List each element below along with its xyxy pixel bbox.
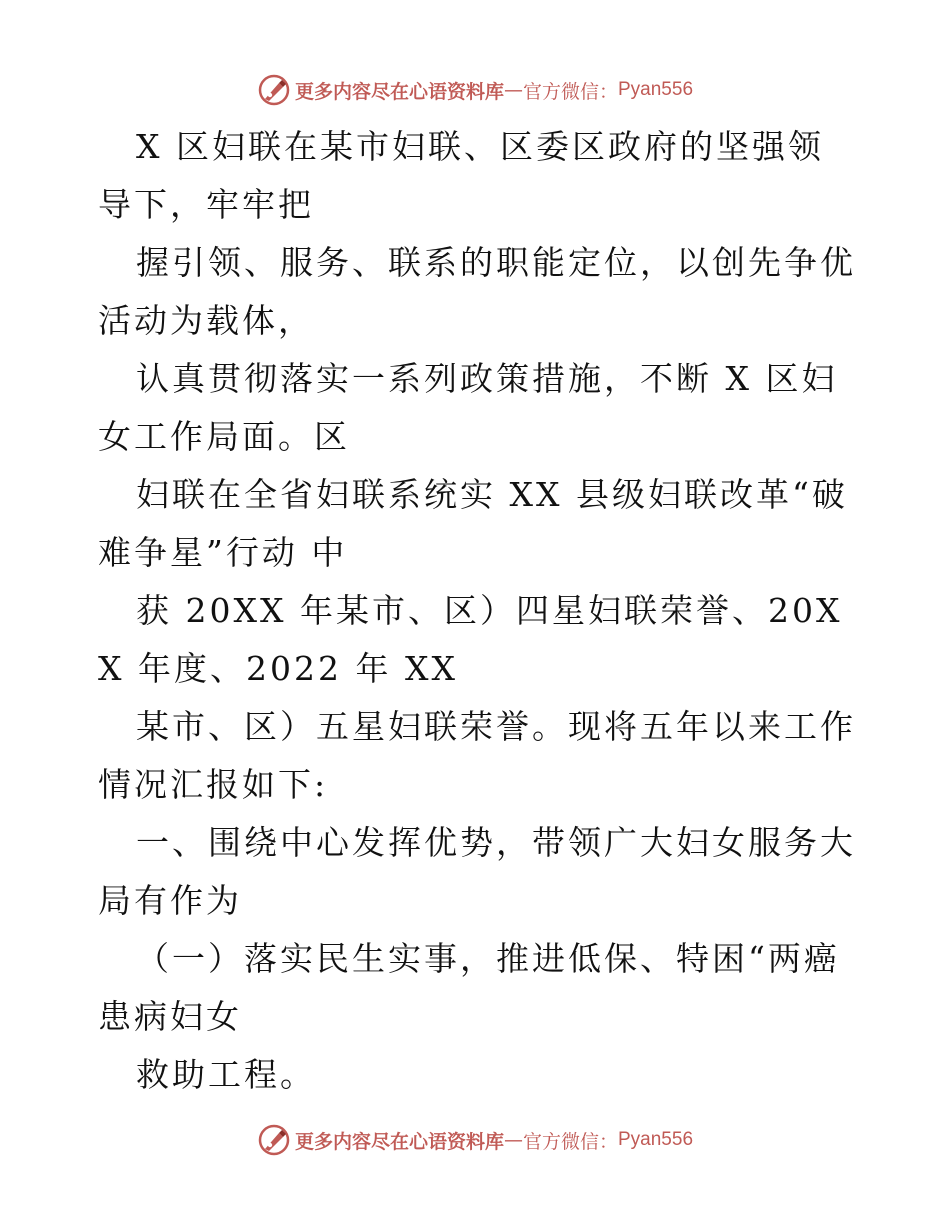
banner-separator: — <box>503 79 523 101</box>
paragraph: 某市、区）五星妇联荣誉。现将五年以来工作情况汇报如下: <box>98 707 856 804</box>
paragraph: 救助工程。 <box>136 1055 316 1094</box>
banner-separator: — <box>503 1129 523 1151</box>
subsection-heading: （一）落实民生实事，推进低保、特困“两癌患病妇女 <box>98 939 840 1036</box>
paragraph: X 区妇联在某市妇联、区委区政府的坚强领导下，牢牢把 <box>98 127 824 224</box>
banner-wechat-id: Pyan556 <box>618 79 694 100</box>
footer-banner <box>0 1120 950 1160</box>
banner-text: 更多内容尽在心语资料库 <box>294 1130 504 1153</box>
document-body <box>98 118 858 1104</box>
paragraph: 获 20XX 年某市、区）四星妇联荣誉、20XX 年度、2022 年 XX <box>98 591 843 688</box>
banner-wechat-label: 官方微信： <box>522 80 618 103</box>
banner-wechat-label: 官方微信： <box>522 1130 618 1153</box>
paragraph: 妇联在全省妇联系统实 XX 县级妇联改革“破难争星”行动 中 <box>98 475 848 572</box>
header-banner <box>0 70 950 110</box>
paragraph: 认真贯彻落实一系列政策措施，不断 X 区妇女工作局面。区 <box>98 359 838 456</box>
paragraph: 握引领、服务、联系的职能定位，以创先争优活动为载体， <box>98 243 856 340</box>
section-heading: 一、围绕中心发挥优势，带领广大妇女服务大局有作为 <box>98 823 856 920</box>
banner-wechat-id: Pyan556 <box>618 1129 694 1150</box>
banner-text: 更多内容尽在心语资料库 <box>294 80 504 103</box>
pen-logo-icon <box>257 73 291 107</box>
pen-logo-icon <box>257 1123 291 1157</box>
